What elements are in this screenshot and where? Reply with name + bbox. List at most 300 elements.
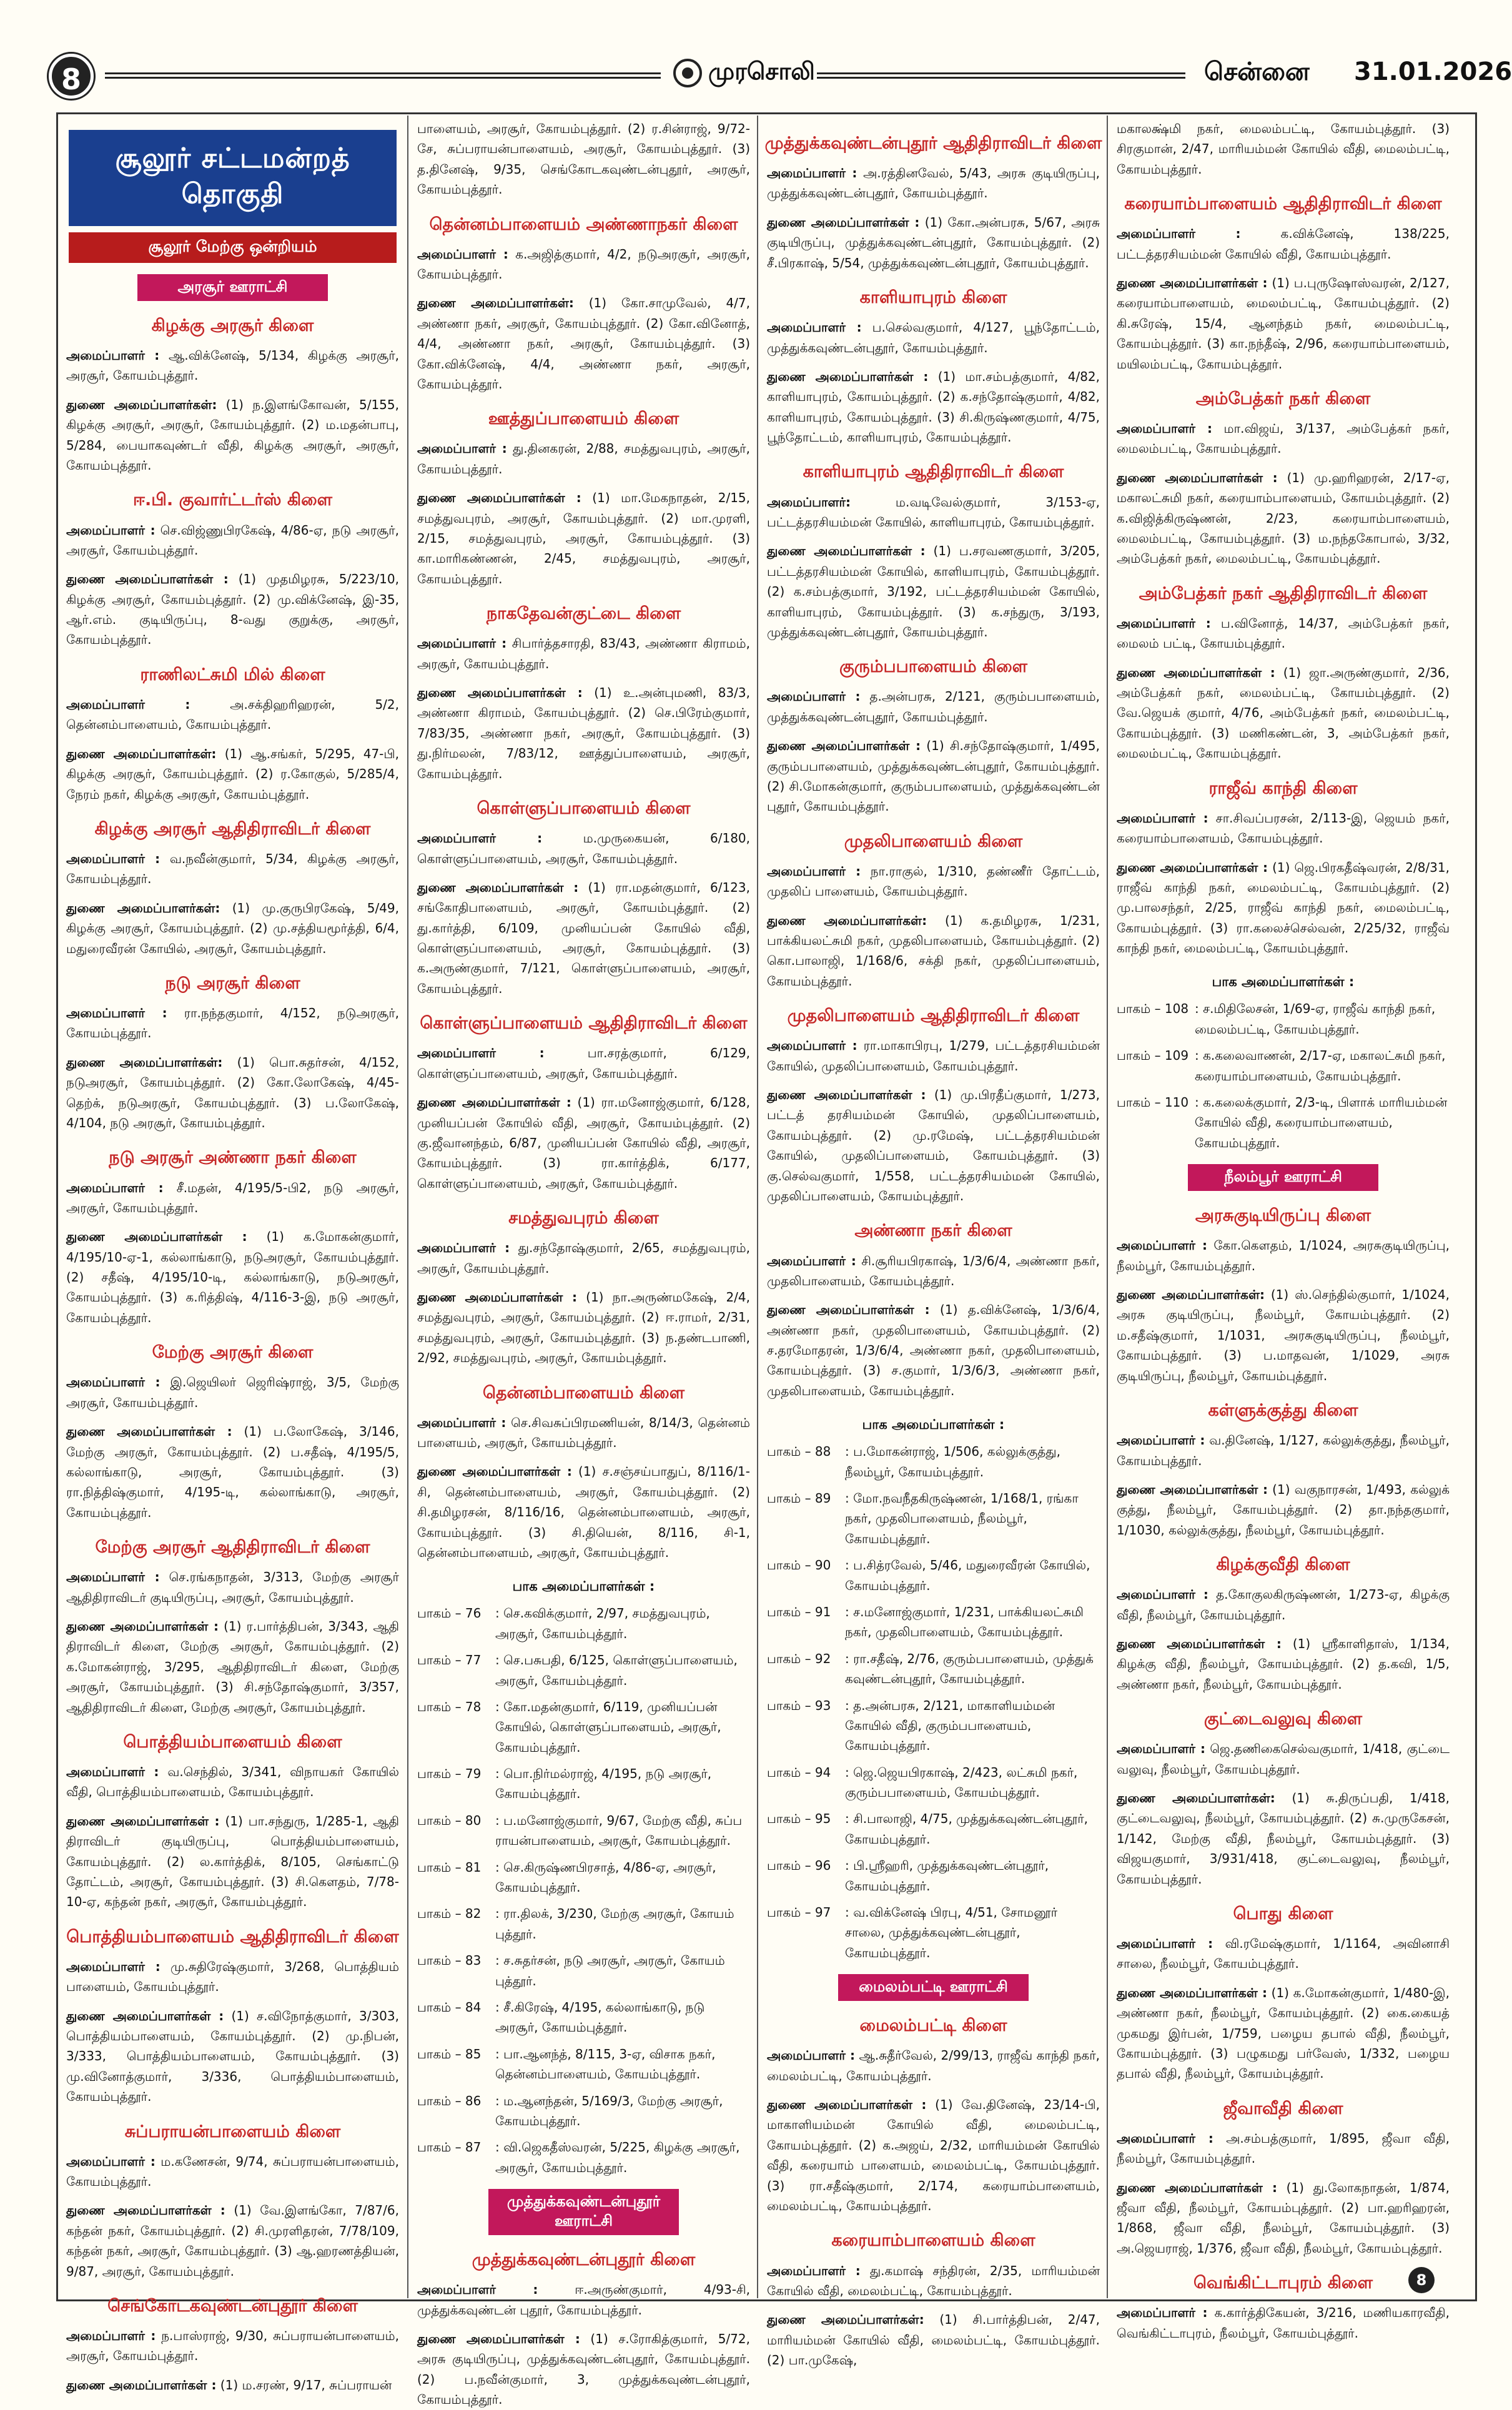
entry-role: துணை அமைப்பாளர்கள் :: [66, 1618, 219, 1634]
entry-details: (1) ஸ்ரீகாளிதாஸ், 1/134, கிழக்கு வீதி, நீலம்பூர், கோயம்புத்தூர். (2) த.கவி, 1/5, அண்ணா நகர், நீலம்பூர், கோயம்புத்தூர்.: [1117, 1636, 1450, 1692]
member-entry: [66, 1567, 399, 1607]
member-entry: [767, 861, 1100, 902]
booth-number: பாகம் – 90: [767, 1558, 831, 1573]
booth-number: பாகம் – 86: [417, 2093, 482, 2108]
booth-row: [417, 1904, 750, 1944]
member-entry: [66, 520, 399, 561]
entry-details: (1) வகுநாரசன், 1/493, கல்லுக் குத்து, நீலம்பூர், கோயம்புத்தூர். (2) தா.நந்தகுமார், 1/1030, கல்லுக்குத்து, நீலம்பூர், கோயம்புத்தூர்.: [1117, 1481, 1450, 1538]
column-4: [1113, 119, 1453, 2341]
entry-details: கோ.கௌதம், 1/1024, அரசுகுடியிருப்பு, நீலம்பூர், கோயம்புத்தூர்.: [1117, 1238, 1450, 1273]
entry-details: (1) து.லோகநாதன், 1/874, ஜீவா வீதி, நீலம்பூர், கோயம்புத்தூர். (2) பா.ஹரிஹரன், 1/868, ஜீவா வீதி, நீலம்பூர், கோயம்புத்தூர். (3) அ.ஜெயராஜ், 1/376, ஜீவா வீதி, நீலம்பூர், கோயம்புத்தூர்.: [1117, 2180, 1450, 2256]
entry-role: துணை அமைப்பாளர்கள் :: [66, 1424, 232, 1440]
booth-row: [417, 1697, 750, 1757]
entry-role: அமைப்பாளர் :: [66, 1180, 164, 1195]
member-entry: [417, 1287, 750, 1368]
booth-row: [767, 1602, 1100, 1642]
entry-role: அமைப்பாளர் :: [767, 2263, 861, 2278]
entry-role: அமைப்பாளர் :: [1117, 810, 1208, 826]
booth-number: பாகம் – 95: [767, 1811, 831, 1827]
member-entry: [417, 877, 750, 999]
entry-details: நா.ராகுல், 1/310, தண்ணீர் தோட்டம், முதலிப் பாளையம், கோயம்புத்தூர்.: [767, 863, 1100, 899]
entry-role: துணை அமைப்பாளர்கள் :: [1117, 470, 1278, 485]
booth-organizer: : ம.ஆனந்தன், 5/169/3, மேற்கு அரசூர், கோயம்புத்தூர்.: [495, 2093, 723, 2128]
member-entry: [66, 2151, 399, 2192]
member-entry: [1117, 1634, 1450, 1694]
booth-number: பாகம் – 92: [767, 1651, 831, 1666]
entry-role: அமைப்பாளர் :: [767, 165, 857, 181]
member-entry: [1117, 418, 1450, 459]
member-entry: [767, 367, 1100, 448]
member-entry: [767, 2309, 1100, 2370]
entry-details: (1) நா.அருண்மகேஷ், 2/4, சமத்துவபுரம், அரசூர், கோயம்புத்தூர். (2) ஈ.ராமர், 2/31, சமத்துவபுரம், அரசூர், கோயம்புத்தூர். (3) ந.தண்டபாணி, 2/92, சமத்துவபுரம், அரசூர், கோயம்புத்தூர்.: [417, 1289, 750, 1366]
entry-details: து.சந்தோஷ்குமார், 2/65, சமத்துவபுரம், அரசூர், கோயம்புத்தூர்.: [417, 1240, 751, 1276]
branch-heading: நடு அரசூர் கிளை: [165, 973, 300, 993]
entry-role: அமைப்பாளர் :: [767, 320, 862, 335]
entry-role: துணை அமைப்பாளர்கள் :: [66, 2377, 217, 2393]
branch-heading: தென்னம்பாளையம் அண்ணாநகர் கிளை: [429, 214, 738, 234]
entry-role: துணை அமைப்பாளர்கள் :: [767, 2097, 927, 2113]
member-entry: [417, 1461, 750, 1563]
entry-role: அமைப்பாளர் :: [767, 863, 861, 879]
member-entry: [1117, 613, 1450, 654]
member-entry: [1117, 1933, 1450, 1974]
entry-role: அமைப்பாளர் :: [1117, 1936, 1213, 1952]
entry-details: (1) ப.லோகேஷ், 3/146, மேற்கு அரசூர், கோயம்புத்தூர். (2) ப.சதீஷ், 4/195/5, கல்லாங்காடு, அரசூர், கோயம்புத்தூர். (3) ரா.நித்திஷ்குமார், 4/195-டி, கல்லாங்காடு, அரசூர், கோயம்புத்தூர்.: [66, 1424, 399, 1520]
entry-details: (1) ச.ரோகித்குமார், 5/72, அரசு குடியிருப்பு, முத்துக்கவுண்டன்புதூர், கோயம்புத்தூர். (2) ப.நவீன்குமார், 3, முத்துக்கவுண்டன்புதூர், கோயம்புத்தூர்.: [417, 2331, 750, 2408]
entry-role: அமைப்பாளர் :: [1117, 615, 1211, 631]
entry-details: வ.தினேஷ், 1/127, கல்லுக்குத்து, நீலம்பூர், கோயம்புத்தூர்.: [1117, 1433, 1450, 1468]
member-entry: [66, 395, 399, 476]
entry-details: (1) சி.சந்தோஷ்குமார், 1/495, குரும்பபாளையம், முத்துக்கவுண்டன்புதூர், கோயம்புத்தூர். (2) சி.மோகன்குமார், குரும்பபாளையம், முத்துக்கவுண்டன் புதூர், கோயம்புத்தூர்.: [767, 738, 1100, 814]
panchayat-label: முத்துக்கவுண்டன்புதூர் ஊராட்சி: [488, 2189, 679, 2235]
entry-details: வ.செந்தில், 3/341, விநாயகர் கோயில் வீதி, பொத்தியம்பாளையம், கோயம்புத்தூர்.: [66, 1764, 399, 1800]
entry-details: (1) க.மோகன்குமார், 4/195/10-ஏ-1, கல்லாங்காடு, நடுஅரசூர், கோயம்புத்தூர். (2) சதீஷ், 4/195/10-டி, கல்லாங்காடு, நடுஅரசூர், கோயம்புத்தூர். (3) க.ரித்திஷ், 4/116-3-இ, நடு அரசூர், கோயம்புத்தூர்.: [66, 1229, 399, 1325]
entry-role: துணை அமைப்பாளர்கள் :: [1117, 1985, 1267, 2000]
entry-role: அமைப்பாளர் :: [1117, 1433, 1205, 1448]
entry-details: த.கோகுலகிருஷ்ணன், 1/273-ஏ, கிழக்கு வீதி, நீலம்பூர், கோயம்புத்தூர்.: [1117, 1587, 1450, 1622]
branch-heading: நாகதேவன்குட்டை கிளை: [486, 604, 681, 624]
entry-details: (1) முதமிழரசு, 5/223/10, கிழக்கு அரசூர், கோயம்புத்தூர். (2) மு.விக்னேஷ், இ-35, ஆர்.எம். குடியிருப்பு, 8-வது குறுக்கு, அரசூர், கோயம்புத்தூர்.: [66, 571, 399, 648]
entry-details: பாளையம், அரசூர், கோயம்புத்தூர். (2) ர.சின்ராஜ், 9/72-சே, சுப்பராயன்பாளையம், அரசூர், கோயம்புத்தூர். (3) த.தினேஷ், 9/35, செங்கோடகவுண்டன்புதூர், அரசூர், கோயம்புத்தூர்.: [417, 121, 750, 197]
booth-number: பாகம் – 76: [417, 1606, 482, 1621]
member-entry: [66, 1052, 399, 1133]
member-entry: [66, 694, 399, 735]
member-entry: [66, 2200, 399, 2281]
member-entry: [66, 1421, 399, 1523]
booth-number: பாகம் – 79: [417, 1766, 482, 1782]
entry-details: (1) சு.திருப்பதி, 1/418, குட்டைவலுவு, நீலம்பூர், கோயம்புத்தூர். (2) சு.முருகேசன், 1/142, மேற்கு வீதி, நீலம்பூர், கோயம்புத்தூர். (3) விஜயகுமார், 3/931/418, குட்டைவலுவு, நீலம்பூர், கோயம்புத்தூர்.: [1117, 1790, 1450, 1887]
footer-page-number: 8: [1408, 2267, 1435, 2293]
entry-role: அமைப்பாளர் :: [1117, 421, 1213, 437]
entry-details: மு.சுதிரேஷ்குமார், 3/268, பொத்தியம் பாளையம், கோயம்புத்தூர்.: [66, 1958, 399, 1995]
member-entry: [1117, 1584, 1450, 1625]
member-entry: [767, 1300, 1100, 1401]
entry-details: (1) பா.சந்துரு, 1/285-1, ஆதி திராவிடர் குடியிருப்பு, பொத்தியம்பாளையம், கோயம்புத்தூர். (2) ல.கார்த்திக், 8/105, செங்காட்டு தோட்டம், அரசூர், கோயம்புத்தூர். (3) சி.கௌதம், 7/78-10-ஏ, கந்தன் நகர், அரசூர், கோயம்புத்தூர்.: [66, 1813, 399, 1910]
entry-role: அமைப்பாளர் :: [1117, 2130, 1213, 2146]
member-entry: [417, 2279, 750, 2320]
entry-role: அமைப்பாளர் :: [66, 2153, 156, 2169]
booth-row: [417, 1950, 750, 1991]
entry-role: அமைப்பாளர் :: [1117, 226, 1241, 242]
entry-role: அமைப்பாளர் :: [417, 636, 507, 651]
booth-row: [417, 1810, 750, 1851]
member-entry: [66, 2375, 399, 2395]
booth-number: பாகம் – 89: [767, 1491, 831, 1506]
branch-heading: ஈ.பி. குவார்ட்டர்ஸ் கிளை: [133, 490, 332, 510]
newspaper-name: முரசொலி: [708, 57, 815, 85]
panchayat-label: மைலம்பட்டி ஊராட்சி: [838, 1974, 1029, 2001]
entry-role: துணை அமைப்பாளர்கள் :: [417, 1095, 571, 1110]
entry-role: துணை அமைப்பாளர்கள்:: [66, 397, 217, 412]
member-entry: [66, 1762, 399, 1802]
constituency-title: சூலூர் சட்டமன்றத் தொகுதி: [69, 130, 397, 226]
page-number: 8: [49, 54, 94, 99]
entry-role: துணை அமைப்பாளர்கள் :: [1117, 859, 1268, 875]
member-entry: [767, 2095, 1100, 2216]
member-entry: [66, 849, 399, 889]
member-entry: [66, 345, 399, 386]
branch-heading: கிழக்குவீதி கிளை: [1216, 1555, 1350, 1575]
entry-details: (1) ர.பார்த்திபன், 3/343, ஆதி திராவிடர் கிளை, மேற்கு அரசூர், கோயம்புத்தூர். (2) க.மோகன்ராஜ், 3/295, ஆதிதிராவிடர் கிளை, மேற்கு அரசூர், கோயம்புத்தூர். (3) சி.சந்தோஷ்குமார், 3/357, ஆதிதிராவிடர் கிளை, மேற்கு அரசூர், கோயம்புத்தூர்.: [66, 1618, 399, 1715]
booth-number: பாகம் – 80: [417, 1812, 482, 1828]
entry-details: த.அன்பரசு, 2/121, குரும்பபாளையம், முத்துக்கவுண்டன்புதூர், கோயம்புத்தூர்.: [767, 689, 1100, 724]
branch-heading: காளியாபுரம் கிளை: [859, 288, 1007, 308]
member-entry: [767, 212, 1100, 273]
booth-row: [767, 1555, 1100, 1596]
booth-organizers-title: பாக அமைப்பாளர்கள் :: [862, 1417, 1005, 1433]
entry-details: அ.ரத்தினவேல், 5/43, அரசு குடியிருப்பு, முத்துக்கவுண்டன்புதூர், கோயம்புத்தூர்.: [767, 165, 1100, 201]
entry-role: அமைப்பாளர்:: [767, 494, 851, 510]
entry-role: அமைப்பாளர் :: [66, 696, 190, 712]
booth-number: பாகம் – 78: [417, 1699, 482, 1714]
entry-role: துணை அமைப்பாளர்கள் :: [66, 571, 229, 587]
entry-role: துணை அமைப்பாளர்கள்:: [1117, 1287, 1265, 1303]
entry-role: துணை அமைப்பாளர்கள் :: [767, 738, 921, 754]
entry-details: (1) பொ.சுதர்சன், 4/152, நடுஅரசூர், கோயம்புத்தூர். (2) கோ.லோகேஷ், 4/45-தெற்க், நடுஅரசூர், கோயம்புத்தூர். (3) ப.லோகேஷ், 4/104, நடு அரசூர், கோயம்புத்தூர்.: [66, 1054, 399, 1131]
branch-heading: செங்கோடகவுண்டன்புதூர் கிளை: [107, 2296, 358, 2316]
entry-role: துணை அமைப்பாளர்கள் :: [417, 2331, 580, 2346]
branch-heading: தென்னம்பாளையம் கிளை: [482, 1383, 685, 1403]
booth-organizer: : கோ.மதன்குமார், 6/119, முனியப்பன் கோயில், கொள்ளுப்பாளையம், அரசூர், கோயம்புத்தூர்.: [495, 1699, 721, 1755]
branch-heading: காளியாபுரம் ஆதிதிராவிடர் கிளை: [803, 462, 1064, 482]
entry-details: அ.சம்பத்குமார், 1/895, ஜீவா வீதி, நீலம்பூர், கோயம்புத்தூர்.: [1117, 2130, 1450, 2166]
member-entry: [1117, 2303, 1450, 2343]
newspaper-logo: [673, 57, 815, 89]
booth-organizer: : பா.ஆனந்த், 8/115, 3-ஏ, விசாக நகர், தென்னம்பாளையம், கோயம்புத்தூர்.: [495, 2046, 716, 2082]
member-entry: [767, 163, 1100, 204]
entry-details: (1) ம.சரண், 9/17, சுப்பராயன்: [216, 2377, 392, 2393]
entry-details: க.கார்த்திகேயன், 3/216, மணியகாரவீதி, வெங்கிட்டாபுரம், நீலம்பூர், கோயம்புத்தூர்.: [1117, 2305, 1450, 2341]
entry-role: துணை அமைப்பாளர்கள் :: [417, 1289, 578, 1305]
branch-heading: ஊத்துப்பாளையம் கிளை: [488, 409, 679, 429]
booth-row: [767, 1902, 1100, 1963]
masthead-rule-right: [817, 72, 1185, 79]
entry-details: ப.செல்வகுமார், 4/127, பூந்தோட்டம், முத்துக்கவுண்டன்புதூர், கோயம்புத்தூர்.: [767, 320, 1100, 355]
member-entry: [66, 1227, 399, 1328]
member-entry: [66, 2006, 399, 2107]
entry-details: (1) ஜா.அருண்குமார், 2/36, அம்பேத்கர் நகர், மைலம்பட்டி, கோயம்புத்தூர். (2) வே.ஜெயக் குமார், 4/76, அம்பேத்கர் நகர், மைலம்பட்டி, கோயம்புத்தூர். (3) மணிகண்டன், 3, அம்பேத்கர் நகர், மைலம்பட்டி, கோயம்புத்தூர்.: [1117, 664, 1450, 761]
entry-role: துணை அமைப்பாளர்கள்:: [66, 1054, 223, 1070]
entry-details: ரா.நந்தகுமார், 4/152, நடுஅரசூர், கோயம்புத்தூர்.: [66, 1005, 400, 1041]
entry-role: அமைப்பாளர் :: [66, 1764, 159, 1779]
entry-details: ஜெ.தணிகைசெல்வகுமார், 1/418, குட்டை வலுவு, நீலம்பூர், கோயம்புத்தூர்.: [1117, 1741, 1450, 1777]
branch-heading: பொத்தியம்பாளையம் கிளை: [123, 1732, 342, 1752]
branch-heading: கரையாம்பாளையம் கிளை: [831, 2231, 1035, 2251]
member-entry: [1117, 1788, 1450, 1889]
entry-details: (1) சி.பார்த்திபன், 2/47, மாரியம்மன் கோயில் வீதி, மைலம்பட்டி, கோயம்புத்தூர். (2) பா.முகேஷ்,: [767, 2312, 1100, 2368]
entry-role: துணை அமைப்பாளர்கள் :: [417, 879, 579, 895]
booth-row: [1117, 1092, 1450, 1153]
member-entry: [767, 2261, 1100, 2301]
member-entry: [417, 683, 750, 784]
member-entry: [417, 438, 750, 479]
member-entry: [417, 488, 750, 589]
booth-organizer: : செ.பசுபதி, 6/125, கொள்ளுப்பாளையம், அரசூர், கோயம்புத்தூர்.: [495, 1652, 738, 1688]
entry-role: அமைப்பாளர் :: [66, 1375, 161, 1390]
booth-number: பாகம் – 110: [1117, 1095, 1189, 1110]
branch-heading: ராஜீவ் காந்தி கிளை: [1208, 778, 1358, 798]
entry-role: துணை அமைப்பாளர்கள்:: [767, 2312, 924, 2328]
entry-role: துணை அமைப்பாளர்கள் :: [767, 1087, 926, 1103]
edition-city: சென்னை: [1204, 57, 1310, 86]
member-entry: [1117, 2128, 1450, 2169]
booth-organizer: : ஜெ.ஜெயபிரகாஷ், 2/423, லட்சுமி நகர், குரும்பபாளையம், கோயம்புத்தூர்.: [845, 1764, 1078, 1800]
member-entry: [1117, 224, 1450, 264]
entry-details: ம.கணேசன், 9/74, சுப்பராயன்பாளையம், கோயம்புத்தூர்.: [66, 2153, 399, 2190]
entry-details: வ.நவீன்குமார், 5/34, கிழக்கு அரசூர், கோயம்புத்தூர்.: [66, 851, 399, 887]
entry-role: அமைப்பாளர் :: [1117, 2305, 1208, 2321]
entry-details: சா.சிவப்பரசன், 2/113-இ, ஜெயம் நகர், கரையாம்பாளையம், கோயம்புத்தூர்.: [1117, 810, 1450, 846]
member-entry: [1117, 857, 1450, 959]
booth-row: [767, 1441, 1100, 1482]
member-entry: [767, 1035, 1100, 1076]
entry-details: (1) உ.அன்புமணி, 83/3, அண்ணா கிராமம், கோயம்புத்தூர். (2) செ.பிரேம்குமார், 7/83/35, அண்ணா நகர், அரசூர், கோயம்புத்தூர். (3) து.நிர்மலன், 7/83/12, ஊத்துப்பாளையம், அரசூர், கோயம்புத்தூர்.: [417, 685, 750, 781]
masthead-rule-left: [105, 72, 661, 79]
entry-role: அமைப்பாளர் :: [417, 2282, 538, 2298]
entry-details: (1) ச.சஞ்சய்பாதுப், 8/116/1-சி, தென்னம்பாளையம், அரசூர், கோயம்புத்தூர். (2) சி.தமிழரசன், 8/116/16, தென்னம்பாளையம், அரசூர், கோயம்புத்தூர். (3) சி.தியென், 8/116, சி-1, தென்னம்பாளையம், அரசூர், கோயம்புத்தூர்.: [417, 1464, 750, 1560]
entry-details: ஆ.விக்னேஷ், 5/134, கிழக்கு அரசூர், அரசூர், கோயம்புத்தூர்.: [66, 348, 400, 383]
entry-role: அமைப்பாளர் :: [66, 2328, 156, 2344]
booth-organizer: : ரா.சதீஷ், 2/76, குரும்பபாளையம், முத்துக் கவுண்டன்புதூர், கோயம்புத்தூர்.: [845, 1651, 1094, 1687]
booth-row: [767, 1855, 1100, 1896]
entry-details: ஆ.சுதீர்வேல், 2/99/13, ராஜீவ் காந்தி நகர், மைலம்பட்டி, கோயம்புத்தூர்.: [767, 2048, 1100, 2083]
booth-number: பாகம் – 94: [767, 1764, 831, 1780]
branch-heading: பொது கிளை: [1233, 1904, 1333, 1924]
entry-details: ரா.மாகாபிரபு, 1/279, பட்டத்தரசியம்மன் கோயில், முதலிப்பாளையம், கோயம்புத்தூர்.: [767, 1038, 1100, 1074]
member-entry: [417, 293, 750, 394]
member-entry: [1117, 119, 1450, 179]
entry-role: அமைப்பாளர் :: [767, 1038, 857, 1054]
member-entry: [767, 1251, 1100, 1291]
entry-role: அமைப்பாளர் :: [66, 522, 156, 538]
booth-number: பாகம் – 77: [417, 1652, 482, 1668]
booth-organizer: : பொ.நிர்மல்ராஜ், 4/195, நடு அரசூர், கோயம்புத்தூர்.: [495, 1766, 712, 1802]
entry-role: துணை அமைப்பாளர்கள்:: [1117, 1790, 1275, 1806]
entry-role: துணை அமைப்பாளர்கள் :: [417, 1464, 572, 1479]
booth-row: [417, 2137, 750, 2178]
entry-details: (1) மு.ஹரிஹரன், 2/17-ஏ, மகாலட்சுமி நகர், கரையாம்பாளையம், கோயம்புத்தூர். (2) க.விஜித்கிருஷ்ணன், 2/23, கரையாம்பாளையம், மைலம்பட்டி, கோயம்புத்தூர். (3) ம.நந்தகோபால், 3/32, அம்பேத்கர் நகர், மைலம்பட்டி, கோயம்புத்தூர்.: [1117, 470, 1450, 566]
entry-details: (1) ப.சரவணகுமார், 3/205, பட்டத்தரசியம்மன் கோயில், காளியாபுரம், கோயம்புத்தூர். (2) க.சம்பத்குமார், 3/192, பட்டத்தரசியம்மன் கோயில், காளியாபுரம், கோயம்புத்தூர். (3) க.சந்துரு, 3/193, முத்துக்கவுண்டன்புதூர், கோயம்புத்தூர்.: [767, 543, 1100, 640]
branch-heading: கள்ளுக்குத்து கிளை: [1208, 1401, 1358, 1421]
branch-heading: சுப்பராயன்பாளையம் கிளை: [124, 2121, 341, 2141]
member-entry: [66, 1811, 399, 1912]
member-entry: [1117, 808, 1450, 849]
entry-details: (1) ஸ்.செந்தில்குமார், 1/1024, அரசு குடியிருப்பு, நீலம்பூர், கோயம்புத்தூர். (2) ம.சதீஷ்குமார், 1/1031, அரசுகுடியிருப்பு, நீலம்பூர், கோயம்புத்தூர். (3) ப.மாதவன், 1/1029, அரசு குடியிருப்பு, நீலம்பூர், கோயம்புத்தூர்.: [1117, 1287, 1450, 1383]
branch-heading: சமத்துவபுரம் கிளை: [508, 1208, 659, 1228]
entry-details: சிபார்த்தசாரதி, 83/43, அண்ணா கிராமம், அரசூர், கோயம்புத்தூர்.: [417, 636, 750, 671]
entry-role: அமைப்பாளர் :: [417, 831, 543, 846]
booth-organizer: : வி.ஜெகதீஸ்வரன், 5/225, கிழக்கு அரசூர், அரசூர், கோயம்புத்தூர்.: [495, 2140, 740, 2175]
entry-role: அமைப்பாளர் :: [417, 441, 507, 457]
entry-role: அமைப்பாளர் :: [66, 348, 160, 363]
entry-details: து.தினகரன், 2/88, சமத்துவபுரம், அரசூர், கோயம்புத்தூர்.: [417, 441, 750, 477]
booth-organizer: : ப.மனோஜ்குமார், 9/67, மேற்கு வீதி, சுப்ப ராயன்பாளையம், அரசூர், கோயம்புத்தூர்.: [495, 1812, 743, 1849]
booth-row: [767, 1809, 1100, 1849]
member-entry: [417, 2329, 750, 2410]
booth-organizer: : ப.மோகன்ராஜ், 1/506, கல்லுக்குத்து, நீலம்பூர், கோயம்புத்தூர்.: [845, 1444, 1060, 1479]
member-entry: [767, 2045, 1100, 2086]
branch-heading: கொள்ளுப்பாளையம் ஆதிதிராவிடர் கிளை: [420, 1014, 748, 1034]
booth-number: பாகம் – 88: [767, 1444, 831, 1459]
booth-organizer: : ச.மனோஜ்குமார், 1/231, பாக்கியலட்சுமி நகர், முதலிபாளையம், கோயம்புத்தூர்.: [845, 1604, 1084, 1640]
booth-number: பாகம் – 81: [417, 1859, 482, 1875]
booth-organizer: : வ.விக்னேஷ் பிரபு, 4/51, சோமனூர் சாலை, முத்துக்கவுண்டன்புதூர், கோயம்புத்தூர்.: [845, 1905, 1058, 1960]
branch-heading: குட்டைவலுவு கிளை: [1203, 1709, 1363, 1729]
entry-role: துணை அமைப்பாளர்கள்:: [767, 912, 927, 928]
member-entry: [417, 244, 750, 285]
column-divider: [1107, 116, 1108, 2298]
entry-role: அமைப்பாளர் :: [417, 1045, 545, 1061]
entry-role: அமைப்பாளர் :: [767, 1253, 856, 1268]
entry-details: (1) மா.மேகநாதன், 2/15, சமத்துவபுரம், அரசூர், கோயம்புத்தூர். (2) மா.முரளி, 2/15, சமத்துவபுரம், அரசூர், கோயம்புத்தூர். (3) கா.மாரிகண்ணன், 2/45, சமத்துவபுரம், அரசூர், கோயம்புத்தூர்.: [417, 490, 750, 586]
branch-heading: முத்துக்கவுண்டன்புதூர் கிளை: [472, 2250, 696, 2270]
member-entry: [417, 1043, 750, 1084]
member-entry: [767, 686, 1100, 727]
member-entry: [66, 1372, 399, 1413]
member-entry: [767, 317, 1100, 358]
member-entry: [417, 1092, 750, 1193]
entry-role: அமைப்பாளர் :: [417, 1415, 506, 1430]
booth-organizer: : த.அன்பரசு, 2/121, மாகாளியம்மன் கோயில் வீதி, குரும்பபாளையம், கோயம்புத்தூர்.: [845, 1697, 1055, 1754]
booth-row: [417, 1603, 750, 1644]
member-entry: [1117, 663, 1450, 764]
booth-organizer: : மோ.நவநீதகிருஷ்ணன், 1/168/1, ரங்கா நகர், முதலிபாளையம், நீலம்பூர், கோயம்புத்தூர்.: [845, 1491, 1079, 1546]
entry-details: (1) மு.பிரதீப்குமார், 1/273, பட்டத் தரசியம்மன் கோயில், முதலிப்பாளையம், கோயம்புத்தூர். (2) மு.ரமேஷ், பட்டத்தரசியம்மன் கோயில், முதலிப்பாளையம், கோயம்புத்தூர். (3) கு.செல்வகுமார், 1/558, பட்டத்தரசியம்மன் கோயில், முதலிப்பாளையம், கோயம்புத்தூர்.: [767, 1087, 1100, 1204]
member-entry: [1117, 2178, 1450, 2259]
entry-details: க.விக்னேஷ், 138/225, பட்டத்தரசியம்மன் கோயில் வீதி, கோயம்புத்தூர்.: [1117, 226, 1450, 262]
entry-role: துணை அமைப்பாளர்கள் :: [1117, 1636, 1282, 1651]
entry-role: துணை அமைப்பாளர்கள் :: [767, 368, 929, 384]
member-entry: [767, 492, 1100, 533]
entry-role: துணை அமைப்பாளர்கள் :: [66, 2008, 224, 2023]
column-3: [763, 119, 1104, 2368]
entry-details: பா.சரத்குமார், 6/129, கொள்ளுப்பாளையம், அரசூர், கோயம்புத்தூர்.: [417, 1045, 750, 1081]
booth-organizer: : செ.கவிக்குமார், 2/97, சமத்துவபுரம், அரசூர், கோயம்புத்தூர்.: [495, 1606, 710, 1641]
entry-role: துணை அமைப்பாளர்கள் :: [767, 543, 926, 559]
booth-row: [1117, 1045, 1450, 1086]
member-entry: [66, 1957, 399, 1997]
entry-details: ஈ.அருண்குமார், 4/93-சி, முத்துக்கவுண்டன் புதூர், கோயம்புத்தூர்.: [417, 2282, 750, 2318]
booth-organizers-title: பாக அமைப்பாளர்கள் :: [512, 1579, 655, 1594]
entry-role: துணை அமைப்பாளர்கள் :: [767, 1302, 930, 1318]
entry-details: செ.விஜ்ணுபிரகேஷ், 4/86-ஏ, நடு அரசூர், அரசூர், கோயம்புத்தூர்.: [66, 522, 399, 558]
entry-details: (1) ஆ.சங்கர், 5/295, 47-பி, கிழக்கு அரசூர், கோயம்புத்தூர். (2) ர.கோகுல், 5/285/4, நேரம் நகர், கிழக்கு அரசூர், கோயம்புத்தூர்.: [66, 746, 399, 802]
entry-role: அமைப்பாளர் :: [66, 1005, 167, 1021]
member-entry: [1117, 1739, 1450, 1779]
member-entry: [66, 1003, 399, 1044]
entry-details: (1) ரா.மதன்குமார், 6/123, சங்கோதிபாளையம், அரசூர், கோயம்புத்தூர். (2) து.கார்த்தி, 6/109, முனியப்பன் கோயில் வீதி, கொள்ளுப்பாளையம், அரசூர், கோயம்புத்தூர். (3) க.அருண்குமார், 7/121, கொள்ளுப்பாளையம், அரசூர், கோயம்புத்தூர்.: [417, 879, 750, 996]
member-entry: [767, 1085, 1100, 1206]
member-entry: [767, 541, 1100, 642]
entry-details: (1) கோ.சாமுவேல், 4/7, அண்ணா நகர், அரசூர், கோயம்புத்தூர். (2) கோ.வினோத், 4/4, அண்ணா நகர், அரசூர், கோயம்புத்தூர். (3) கோ.விக்னேஷ், 4/4, அண்ணா நகர், அரசூர், கோயம்புத்தூர்.: [417, 295, 750, 392]
entry-role: துணை அமைப்பாளர்கள் :: [767, 214, 920, 230]
booth-number: பாகம் – 85: [417, 2046, 482, 2062]
entry-details: செ.ரங்கநாதன், 3/313, மேற்கு அரசூர் ஆதிதிராவிடர் குடியிருப்பு, அரசூர், கோயம்புத்தூர்.: [66, 1569, 400, 1605]
branch-heading: முதலிபாளையம் ஆதிதிராவிடர் கிளை: [787, 1006, 1080, 1026]
entry-details: சீ.மதன், 4/195/5-பி2, நடு அரசூர், அரசூர், கோயம்புத்தூர்.: [66, 1180, 399, 1215]
booth-organizer: : க.கலைவாணன், 2/17-ஏ, மகாலட்சுமி நகர், கரையாம்பாளையம், கோயம்புத்தூர்.: [1195, 1048, 1446, 1084]
entry-details: ப.வினோத், 14/37, அம்பேத்கர் நகர், மைலம் பட்டி, கோயம்புத்தூர்.: [1117, 615, 1450, 651]
entry-details: மா.விஜய், 3/137, அம்பேத்கர் நகர், மைலம்பட்டி, கோயம்புத்தூர்.: [1117, 421, 1450, 457]
booth-organizer: : சீ.கிரேஷ், 4/195, கல்லாங்காடு, நடு அரசூர், கோயம்புத்தூர்.: [495, 2000, 705, 2035]
booth-organizer: : ப.சித்ரவேல், 5/46, மதுரைவீரன் கோயில், கோயம்புத்தூர்.: [845, 1558, 1090, 1593]
booth-number: பாகம் – 82: [417, 1906, 482, 1922]
booth-number: பாகம் – 108: [1117, 1001, 1189, 1017]
booth-row: [767, 1649, 1100, 1689]
entry-details: அ.சக்திஹரிஹரன், 5/2, தென்னம்பாளையம், கோயம்புத்தூர்.: [66, 696, 400, 733]
entry-role: துணை அமைப்பாளர்கள் :: [66, 1813, 220, 1829]
booth-number: பாகம் – 87: [417, 2140, 482, 2155]
entry-role: துணை அமைப்பாளர்கள் :: [1117, 275, 1268, 291]
member-entry: [1117, 468, 1450, 569]
branch-heading: அண்ணா நகர் கிளை: [854, 1221, 1012, 1241]
branch-heading: குரும்பபாளையம் கிளை: [839, 657, 1028, 677]
booth-organizer: : ச.சுதர்சன், நடு அரசூர், அரசூர், கோயம் புத்தூர்.: [495, 1953, 725, 1988]
entry-role: துணை அமைப்பாளர்கள் :: [1117, 664, 1275, 680]
booth-number: பாகம் – 97: [767, 1905, 831, 1920]
entry-role: துணை அமைப்பாளர்கள்:: [417, 295, 574, 311]
entry-details: (1) வே.இளங்கோ, 7/87/6, கந்தன் நகர், கோயம்புத்தூர். (2) சி.முரளிதரன், 7/78/109, கந்தன் நகர், அரசூர், கோயம்புத்தூர். (3) ஆ.ஹரணத்தியன், 9/87, அரசூர், கோயம்புத்தூர்.: [66, 2203, 399, 2279]
member-entry: [66, 744, 399, 804]
entry-role: துணை அமைப்பாளர்கள் :: [1117, 2180, 1277, 2195]
entry-role: அமைப்பாளர் :: [1117, 1741, 1205, 1757]
booth-organizers-title: பாக அமைப்பாளர்கள் :: [1212, 974, 1355, 990]
entry-role: துணை அமைப்பாளர்கள் :: [1117, 1481, 1268, 1497]
entry-role: துணை அமைப்பாளர்கள்:: [66, 746, 217, 761]
booth-row: [1117, 999, 1450, 1039]
entry-role: அமைப்பாளர் :: [767, 689, 861, 704]
branch-heading: கிழக்கு அரசூர் கிளை: [151, 316, 314, 335]
column-2: [413, 119, 754, 2408]
branch-heading: கரையாம்பாளையம் ஆதிதிராவிடர் கிளை: [1124, 194, 1442, 214]
member-entry: [1117, 1430, 1450, 1471]
branch-heading: அரசுகுடியிருப்பு கிளை: [1195, 1206, 1371, 1226]
member-entry: [1117, 1235, 1450, 1276]
booth-row: [417, 1764, 750, 1804]
panchayat-label: நீலம்பூர் ஊராட்சி: [1188, 1164, 1378, 1191]
entry-details: து.கமாஷ் சந்திரன், 2/35, மாரியம்மன் கோயில் வீதி, மைலம்பட்டி, கோயம்புத்தூர்.: [767, 2263, 1100, 2298]
member-entry: [417, 633, 750, 674]
branch-heading: அம்பேத்கர் நகர் ஆதிதிராவிடர் கிளை: [1139, 583, 1428, 603]
entry-role: அமைப்பாளர் :: [66, 851, 161, 867]
entry-details: ந.பாஸ்ராஜ், 9/30, சுப்பராயன்பாளையம், அரசூர், கோயம்புத்தூர்.: [66, 2328, 399, 2364]
entry-role: அமைப்பாளர் :: [66, 1569, 160, 1585]
branch-heading: முதலிபாளையம் கிளை: [844, 831, 1023, 851]
entry-role: அமைப்பாளர் :: [767, 2048, 856, 2063]
entry-details: (1) ப.புருஷோஸ்வரன், 2/127, கரையாம்பாளையம், மைலம்பட்டி, கோயம்புத்தூர். (2) கி.சுரேஷ், 15/4, ஆனந்தம் நகர், மைலம்பட்டி, கோயம்புத்தூர். (3) கா.நந்தீஷ், 2/96, கரையாம்பாளையம், மயிலம்பட்டி, கோயம்புத்தூர்.: [1117, 275, 1450, 372]
member-entry: [66, 2326, 399, 2366]
member-entry: [66, 569, 399, 650]
